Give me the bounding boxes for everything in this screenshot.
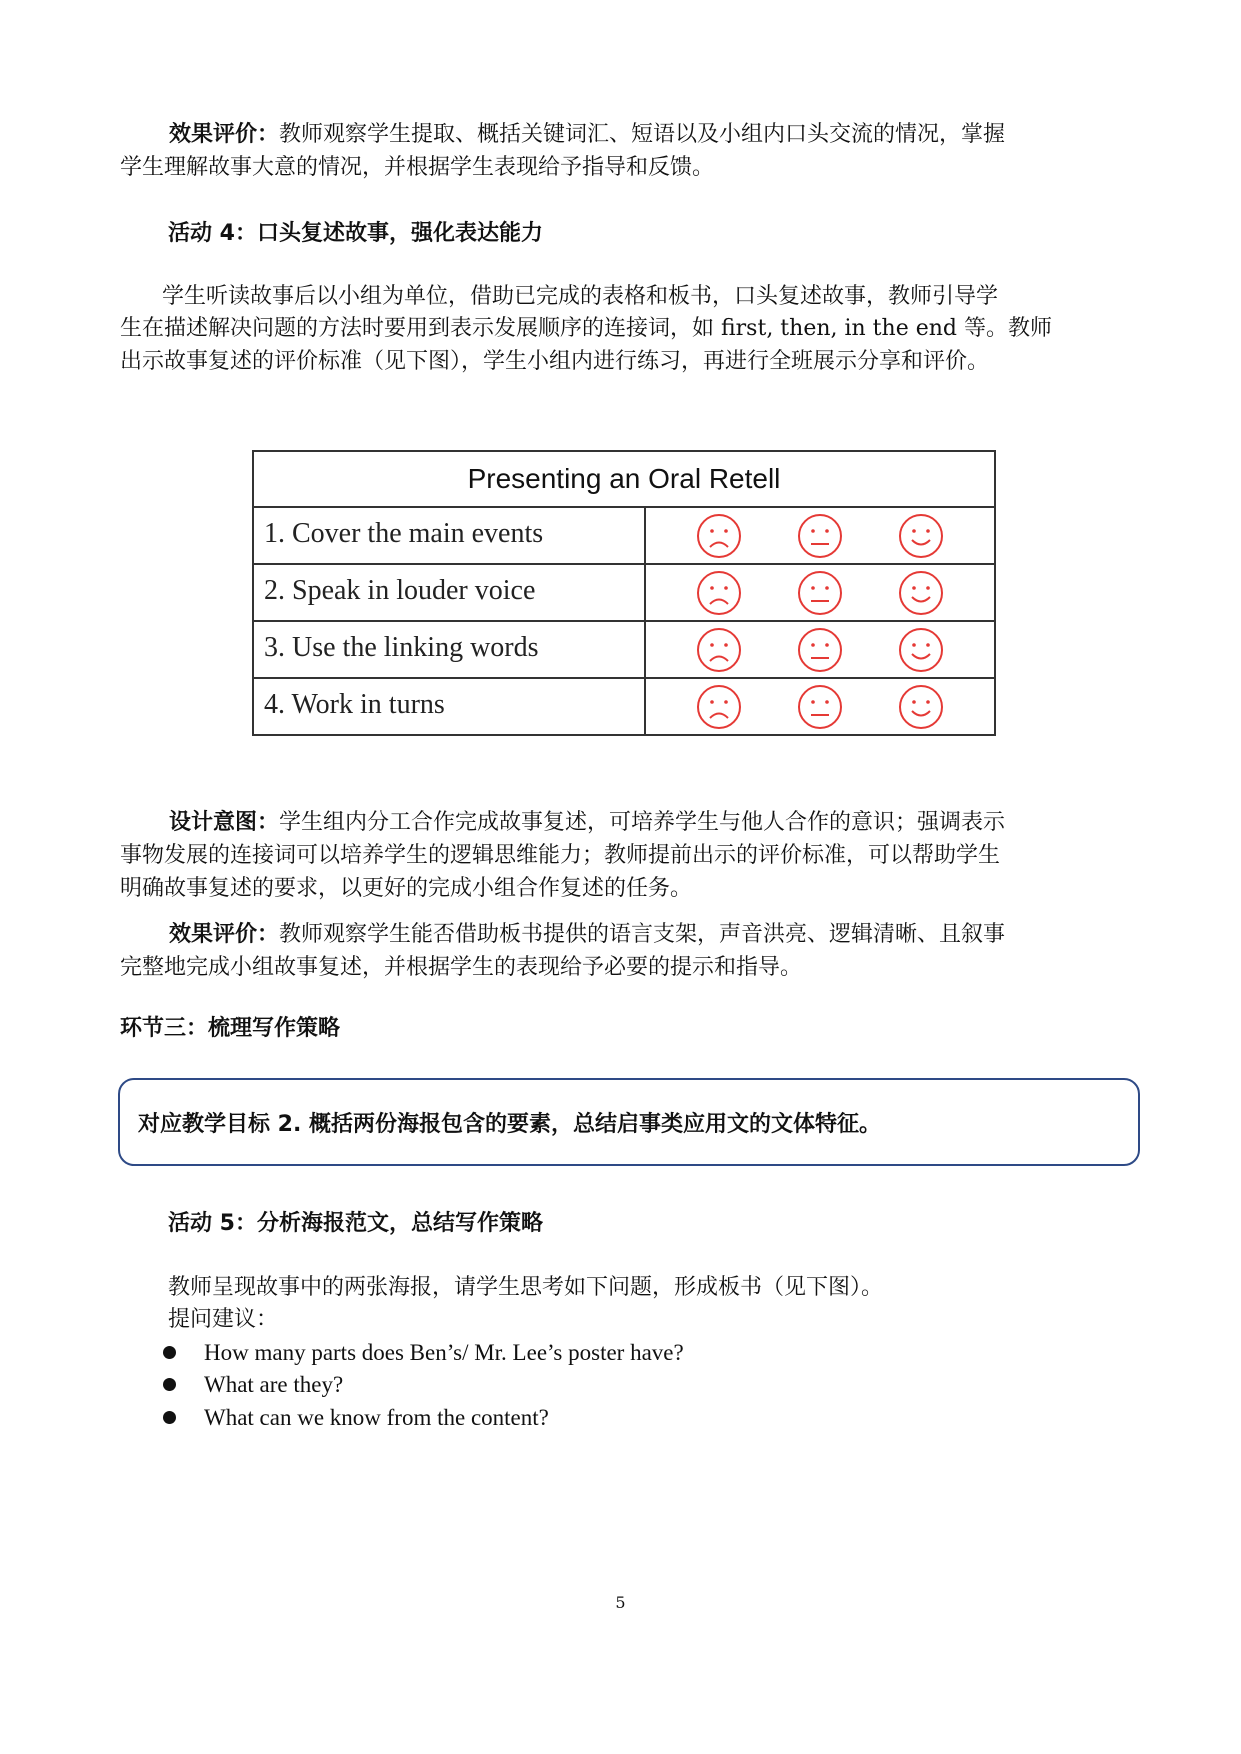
neutral-face-icon[interactable] (796, 626, 844, 674)
eval1-line2: 学生理解故事大意的情况，并根据学生表现给予指导和反馈。 (120, 155, 715, 180)
page-number: 5 (615, 1593, 626, 1612)
bullet-icon (163, 1346, 176, 1359)
activity4-title: 活动 4：口头复述故事，强化表达能力 (168, 221, 543, 246)
rubric-criterion: 2. Speak in louder voice (254, 565, 646, 620)
eval1-label: 效果评价： (169, 121, 280, 147)
neutral-face-icon[interactable] (796, 512, 844, 560)
neutral-face-icon[interactable] (796, 683, 844, 731)
rubric-criterion: 1. Cover the main events (254, 508, 646, 563)
rubric-row (254, 622, 994, 679)
bullet-icon (163, 1411, 176, 1424)
sad-face-icon[interactable] (695, 683, 743, 731)
bullet-icon (163, 1378, 176, 1391)
rubric-faces (646, 622, 994, 677)
sad-face-icon[interactable] (695, 626, 743, 674)
list-item: What can we know from the content? (163, 1401, 549, 1434)
para5-line2: 提问建议： (168, 1307, 279, 1332)
happy-face-icon[interactable] (897, 569, 945, 617)
para4-line3: 出示故事复述的评价标准（见下图），学生小组内进行练习，再进行全班展示分享和评价。 (120, 349, 990, 374)
happy-face-icon[interactable] (897, 512, 945, 560)
eval2-line1: 效果评价：教师观察学生能否借助板书提供的语言支架，声音洪亮、逻辑清晰、且叙事 (169, 921, 1006, 947)
eval2-label: 效果评价： (169, 921, 280, 947)
design-line1: 设计意图：学生组内分工合作完成故事复述，可培养学生与他人合作的意识；强调表示 (169, 809, 1006, 835)
sad-face-icon[interactable] (695, 512, 743, 560)
teaching-goal-box (118, 1078, 1140, 1166)
list-item: What are they? (163, 1368, 343, 1401)
rubric-row (254, 508, 994, 565)
eval1-line1: 效果评价：教师观察学生提取、概括关键词汇、短语以及小组内口头交流的情况，掌握 (169, 121, 1006, 147)
rubric-faces (646, 565, 994, 620)
activity5-title: 活动 5：分析海报范文，总结写作策略 (168, 1211, 543, 1236)
rubric-row (254, 565, 994, 622)
eval2-line2: 完整地完成小组故事复述，并根据学生的表现给予必要的提示和指导。 (120, 955, 803, 980)
rubric-title: Presenting an Oral Retell (254, 452, 994, 508)
oral-retell-rubric (252, 450, 996, 736)
para5-line1: 教师呈现故事中的两张海报，请学生思考如下问题，形成板书（见下图）。 (168, 1275, 884, 1300)
sad-face-icon[interactable] (695, 569, 743, 617)
happy-face-icon[interactable] (897, 626, 945, 674)
list-item: How many parts does Ben’s/ Mr. Lee’s poster have? (163, 1336, 684, 1369)
rubric-criterion: 3. Use the linking words (254, 622, 646, 677)
para4-line1: 学生听读故事后以小组为单位，借助已完成的表格和板书，口头复述故事，教师引导学 (162, 284, 999, 309)
rubric-faces (646, 508, 994, 563)
design-line2: 事物发展的连接词可以培养学生的逻辑思维能力；教师提前出示的评价标准，可以帮助学生 (120, 843, 1001, 868)
happy-face-icon[interactable] (897, 683, 945, 731)
design-line3: 明确故事复述的要求，以更好的完成小组合作复述的任务。 (120, 876, 693, 901)
para4-line2: 生在描述解决问题的方法时要用到表示发展顺序的连接词，如 first, then, in the end 等。教师 (120, 316, 1052, 341)
rubric-criterion: 4. Work in turns (254, 679, 646, 734)
section3-title: 环节三：梳理写作策略 (120, 1016, 341, 1041)
rubric-faces (646, 679, 994, 734)
teaching-goal-text: 对应教学目标 2. 概括两份海报包含的要素，总结启事类应用文的文体特征。 (138, 1112, 881, 1137)
neutral-face-icon[interactable] (796, 569, 844, 617)
rubric-row (254, 679, 994, 734)
design-label: 设计意图： (169, 809, 280, 835)
